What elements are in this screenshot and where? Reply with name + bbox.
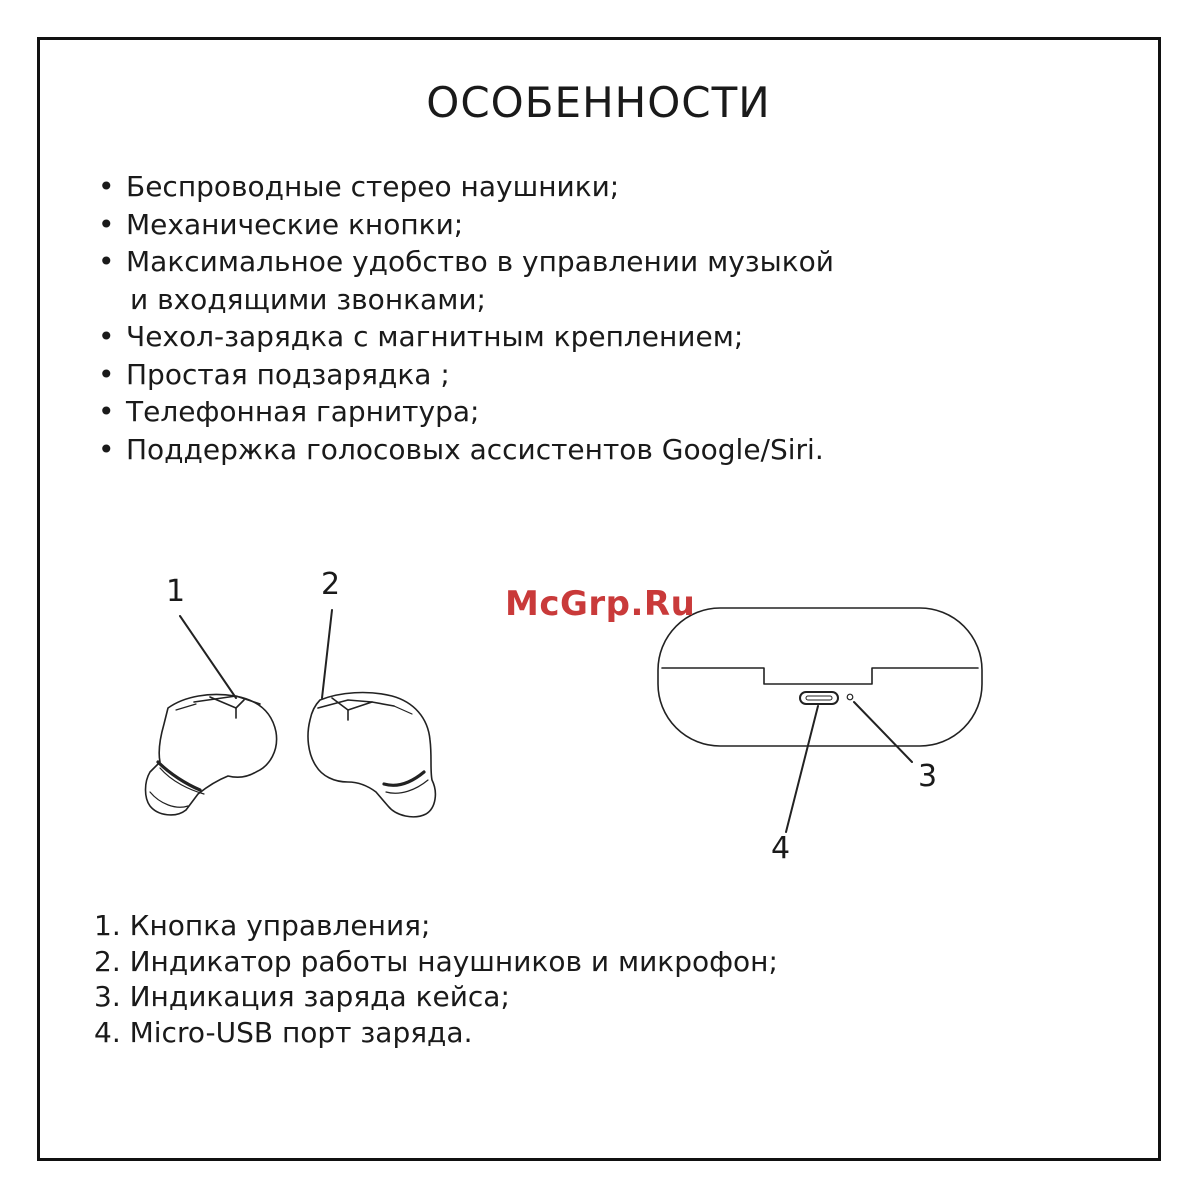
- feature-text: Поддержка голосовых ассистентов Google/Siri.: [126, 432, 824, 466]
- leader-line-4: [786, 706, 818, 832]
- parts-legend: [94, 908, 778, 1050]
- leader-line-2: [322, 610, 332, 698]
- feature-item: [96, 431, 834, 469]
- bullet-icon: •: [98, 245, 115, 278]
- legend-item: 4. Micro-USB порт заряда.: [94, 1015, 473, 1049]
- callout-3: 3: [918, 759, 938, 794]
- feature-text: Беспроводные стерео наушники;: [126, 170, 620, 203]
- bullet-icon: •: [98, 207, 115, 241]
- feature-item: [96, 393, 834, 431]
- feature-item: [96, 206, 834, 244]
- feature-text-continuation: и входящими звонками;: [130, 282, 486, 316]
- legend-item: 2. Индикатор работы наушников и микрофон;: [94, 944, 778, 978]
- bullet-icon: •: [98, 320, 115, 353]
- feature-item: [96, 168, 834, 206]
- feature-item: [96, 243, 834, 318]
- bullet-icon: •: [98, 395, 115, 428]
- bullet-icon: •: [98, 357, 115, 391]
- feature-item: [96, 356, 834, 394]
- callout-2: 2: [321, 567, 341, 602]
- features-list: [96, 168, 834, 468]
- feature-text: Телефонная гарнитура;: [126, 395, 480, 428]
- feature-item: [96, 318, 834, 356]
- callout-4: 4: [771, 831, 791, 866]
- right-earbud-illustration: [308, 693, 435, 817]
- bullet-icon: •: [98, 432, 115, 466]
- legend-item: 1. Кнопка управления;: [94, 909, 431, 942]
- legend-item: 3. Индикация заряда кейса;: [94, 980, 510, 1013]
- watermark-text: McGrp.Ru: [505, 584, 696, 624]
- leader-line-3: [854, 702, 912, 762]
- leader-line-1: [180, 616, 236, 698]
- feature-text: Чехол-зарядка с магнитным креплением;: [126, 320, 744, 353]
- callout-1: 1: [166, 574, 186, 609]
- charging-case-illustration: [658, 608, 982, 746]
- feature-text: Простая подзарядка ;: [126, 357, 450, 391]
- feature-text: Механические кнопки;: [126, 207, 464, 241]
- bullet-icon: •: [98, 170, 115, 203]
- feature-text: Максимальное удобство в управлении музыкой: [126, 245, 834, 278]
- left-earbud-illustration: [146, 695, 277, 815]
- page-title: ОСОБЕННОСТИ: [426, 78, 771, 127]
